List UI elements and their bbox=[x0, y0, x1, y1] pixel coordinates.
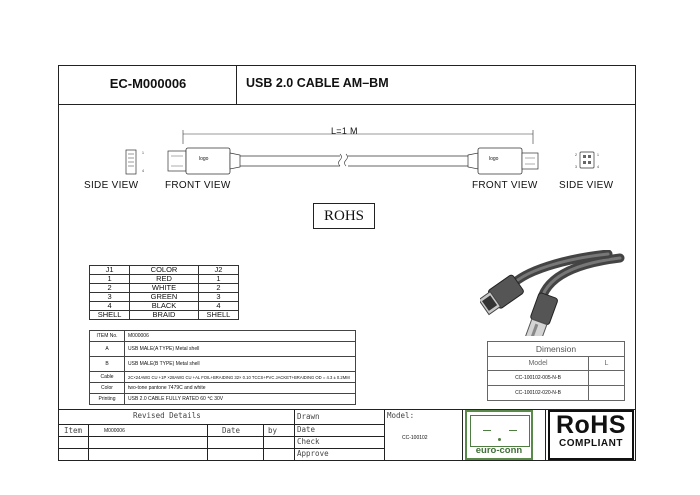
table-row: 2 WHITE 2 bbox=[90, 284, 239, 293]
item-value: M000006 bbox=[104, 428, 125, 434]
logo-right: logo bbox=[489, 156, 499, 162]
table-row: A USB MALE(A TYPE) Metal shell bbox=[90, 342, 356, 357]
pin-table bbox=[89, 265, 239, 320]
spec-table bbox=[89, 330, 356, 405]
dimension-header-length: L bbox=[589, 357, 625, 371]
by-label: by bbox=[268, 426, 278, 435]
rohs-mark: ROHS bbox=[313, 203, 375, 229]
logo-left: logo bbox=[199, 156, 209, 162]
pin-header-j2: J2 bbox=[198, 266, 238, 275]
table-row: Printing USB 2.0 CABLE FULLY RATED 60 ℃ 30V bbox=[90, 394, 356, 405]
table-row: Cable 2C×24AWG CU +1P ×28AWG CU +AL FOIL+BRAIDING 32× 0.10 TCCS+PVC JACKET+BRAIDING OD = 4.3 ± 0.2MM bbox=[90, 372, 356, 383]
rohs-logo-text: RoHS bbox=[555, 411, 627, 439]
table-row: ITEM No. M000006 bbox=[90, 331, 356, 342]
pin-header-color: COLOR bbox=[130, 266, 199, 275]
date2-label: Date bbox=[297, 425, 316, 434]
length-dimension-line bbox=[183, 130, 533, 144]
pin-header-j1: J1 bbox=[90, 266, 130, 275]
drawn-label: Drawn bbox=[297, 412, 320, 421]
euroconn-logo-mark bbox=[470, 415, 530, 447]
table-row: B USB MALE(B TYPE) Metal shell bbox=[90, 357, 356, 372]
table-row: Color two-tone pantone 7479C and white bbox=[90, 383, 356, 394]
cable-drawing bbox=[58, 110, 636, 210]
cable-body bbox=[240, 154, 468, 166]
svg-text:2: 2 bbox=[575, 153, 577, 157]
table-row: CC-100102-005-N-B bbox=[488, 371, 625, 386]
svg-text:1: 1 bbox=[142, 151, 144, 155]
right-side-view bbox=[575, 152, 599, 169]
side-view-right-label: SIDE VIEW bbox=[559, 180, 614, 191]
dimension-table bbox=[487, 341, 625, 401]
rohs-compliant-logo bbox=[548, 410, 634, 460]
part-description: USB 2.0 CABLE AM–BM bbox=[246, 76, 389, 90]
table-row: 3 GREEN 3 bbox=[90, 293, 239, 302]
usb-b-connector bbox=[468, 148, 538, 174]
date-label: Date bbox=[222, 426, 241, 435]
check-label: Check bbox=[297, 437, 320, 446]
euroconn-text: euro-conn bbox=[475, 445, 523, 456]
model-label: Model: bbox=[387, 411, 415, 420]
left-side-view bbox=[126, 150, 144, 174]
part-code: EC-M000006 bbox=[109, 76, 187, 91]
side-view-left-label: SIDE VIEW bbox=[84, 180, 139, 191]
svg-text:4: 4 bbox=[597, 165, 599, 169]
table-row: 4 BLACK 4 bbox=[90, 302, 239, 311]
euroconn-logo bbox=[465, 410, 533, 460]
table-row: CC-100102-020-N-B bbox=[488, 386, 625, 401]
model-value: CC-100102 bbox=[402, 435, 428, 441]
svg-text:3: 3 bbox=[575, 165, 577, 169]
item-label: Item bbox=[64, 426, 83, 435]
header-column-divider bbox=[236, 65, 237, 104]
cable-product-image bbox=[480, 250, 626, 336]
dimension-title: Dimension bbox=[488, 342, 625, 357]
revised-details-label: Revised Details bbox=[133, 411, 201, 420]
table-row: SHELL BRAID SHELL bbox=[90, 311, 239, 320]
dimension-header-model: Model bbox=[488, 357, 589, 371]
rohs-logo-subtext: COMPLIANT bbox=[559, 438, 623, 449]
front-view-right-label: FRONT VIEW bbox=[472, 180, 538, 191]
front-view-left-label: FRONT VIEW bbox=[165, 180, 231, 191]
table-row: 1 RED 1 bbox=[90, 275, 239, 284]
approve-label: Approve bbox=[297, 449, 329, 458]
svg-text:1: 1 bbox=[597, 153, 599, 157]
header-divider bbox=[58, 104, 636, 105]
svg-text:4: 4 bbox=[142, 169, 144, 173]
length-label: L=1 M bbox=[331, 126, 358, 136]
